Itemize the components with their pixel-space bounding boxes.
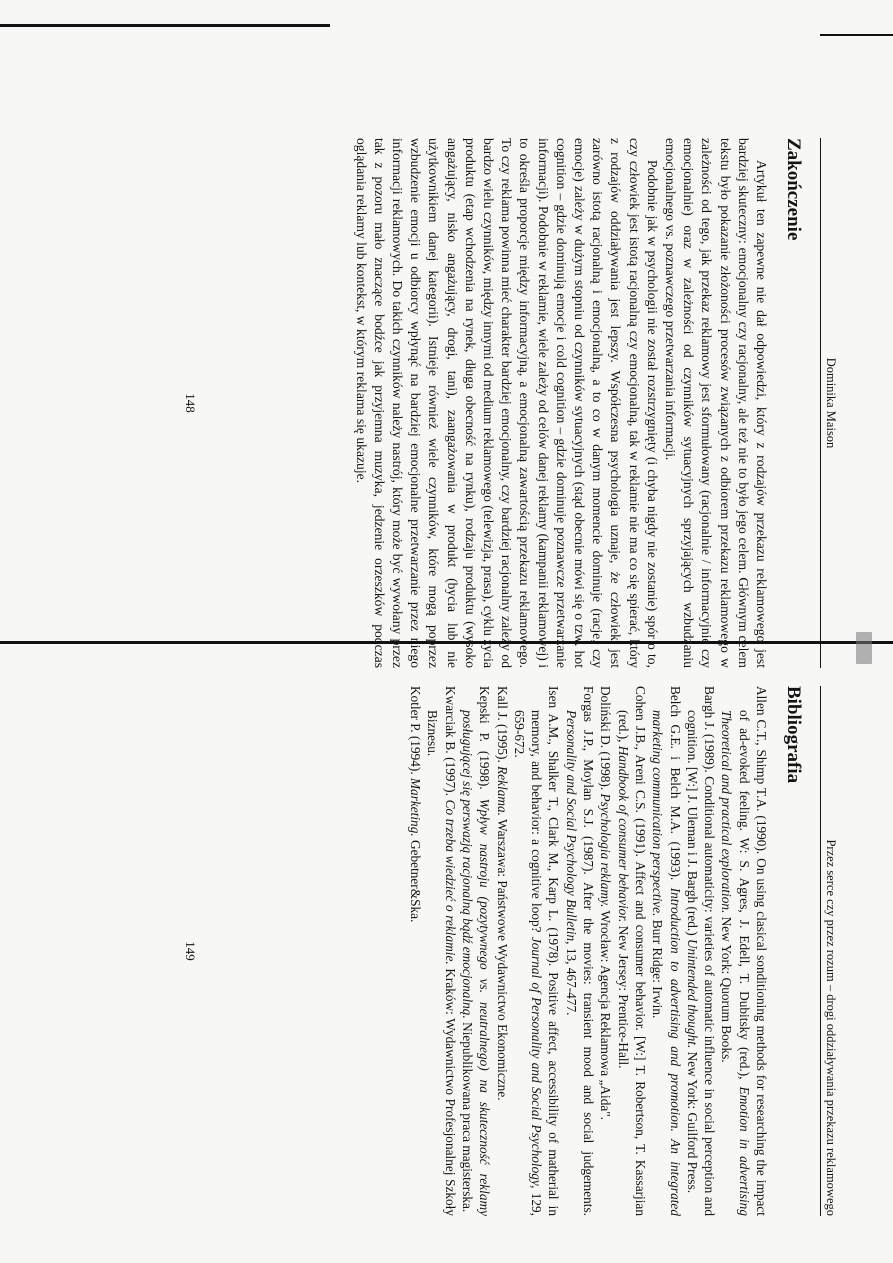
- running-header-left: Dominika Maison: [820, 138, 838, 668]
- reference-entry: Cohen J.B., Areni C.S. (1991). Affect and consumer behavior. [W:] T. Robertson, T. Kassarjian (red.), Handbook of consumer behavior. New Jersey: Prentice-Hall.: [615, 686, 648, 1216]
- conclusion-paragraph: Artykuł ten zapewne nie dał odpowiedzi, który z rodzajów przekazu reklamowego jest bardziej skuteczny: emocjonalny czy racjonalny, ale też nie to było jego celem. Głównym celem tekstu było pokazanie złożoności procesów związanych z odbiorem przekazu reklamowego w zależności od tego, jak przekaz reklamowy jest sformułowany (racjonalnie / informacyjnie czy emocjonalnie) oraz w zależności od czynników sytuacyjnych sprzyjających wzbudzaniu emocjonalnego vs. poznawczego przetwarzania informacji.: [662, 138, 769, 668]
- reference-entry: Kepski P. (1998). Wpływ nastroju (pozytywnego vs. neutralnego) na skuteczność reklamy posługującej się perswazją racjonalną bądź emocjonalną. Niepublikowana praca magisterska.: [459, 686, 493, 1216]
- page-number-right: 149: [183, 941, 198, 961]
- scan-edge-top-right: [820, 34, 893, 36]
- right-page: [148, 686, 838, 1216]
- reference-entry: Kwarciak B. (1997). Co trzeba wiedzieć o reklamie. Kraków: Wydawnictwo Profesjonalnej Szkoły Biznesu.: [425, 686, 458, 1217]
- reference-entry: Belch G.E. i Belch M.A. (1993). Introduction to advertising and promotion. An integrated marketing communication perspective. Burr Ridge: Irwin.: [650, 686, 683, 1216]
- reference-entry: Forgas J.P., Moylan S.J. (1987). After the movies: transient mood and social judgements. Personality and Social Psychology Bulletin, 13, 467-477.: [563, 686, 597, 1216]
- conclusion-paragraph: Podobnie jak w psychologii nie został rozstrzygnięty (i chyba nigdy nie zostanie) spór o to, czy człowiek jest istotą racjonalną czy emocjonalną, tak w reklamie nie ma co się spierać, który z rodzajów oddziaływania jest lepszy. Współczesna psychologia uznaje, że człowiek jest zarówno istotą racjonalną i emocjonalną, a to co w danym momencie dominuje (racje, czy emocje) zależy w dużym stopniu od czynników sytuacyjnych (stąd obecnie mówi się o tzw. hot cognition – gdzie dominują emocje i cold cognition – gdzie dominuje poznawcze przetwarzanie informacji). Podobnie w reklamie, wiele zależy od celów danej reklamy (kampanii reklamowej) i to określa proporcje między informacyjną, a emocjonalną zawartością przekazu reklamowego. To czy reklama powinna mieć charakter bardziej emocjonalny, czy bardziej racjonalny zależy od bardzo wielu czynników, między innymi od medium reklamowego (telewizja, prasa), cyklu życia produktu (etap wchodzenia na rynek, długa obecność na rynku), rodzaju produktu (wysoko angażujący, nisko angażujący, drogi, tani), zaangażowania w produkt (bycia lub nie użytkownikiem danej kategorii). Istnieje również wiele czynników, które mogą poprzez wzbudzenie emocji u odbiorcy wpłynąć na bardziej emocjonalne przetwarzanie przez niego informacji reklamowych. Do takich czynników należy nastrój, który może być wywołany przez tak z pozoru mało znaczące bodźce jak przyjemna muzyka, jedzenie orzeszków podczas oglądania reklamy lub kontekst, w którym reklama się ukazuje.: [353, 138, 660, 668]
- section-title-bibliography: Bibliografia: [783, 686, 804, 784]
- left-page: [148, 138, 838, 668]
- reference-entry: Allen C.T., Shimp T.A. (1990). On using clasical sonditioning methods for researching the impact of ad-evoked feeling. W: S. Agres, J. Edell, T. Dubitsky (red.), Emotion in advertising Theoretical and practical exploration. New York: Quorum Books.: [719, 686, 769, 1216]
- reference-entry: Kotler P. (1994). Marketing. Gebetner&Ska.: [408, 686, 424, 923]
- scan-smudge: [856, 632, 872, 664]
- section-title-conclusion: Zakończenie: [783, 138, 804, 241]
- reference-entry: Kall J. (1995). Reklama. Warszawa: Państwowe Wydawnictwo Ekonomiczne.: [494, 686, 510, 1101]
- bibliography-list: [407, 686, 770, 1216]
- reference-entry: Isen A.M., Shalker T., Clark M., Karp L. (1978). Positive affect, accessibility of matherial in memory, and behavior: a cognitive loop? Journal of Personality and Social Psychology, 129, 659-672.: [511, 686, 562, 1216]
- reference-entry: Doliński D. (1998). Psychologia reklamy. Wrocław: Agencja Reklamowa „Aida".: [598, 686, 614, 1120]
- conclusion-body: [351, 138, 770, 668]
- reference-entry: Bargh J. (1989). Conditional automaticity: varieties of automatic influence in social perception and cognition. [W:] J. Uleman i J. Bargh (red.) Unintended thought. New York: Guilford Press.: [684, 686, 718, 1216]
- page-number-left: 148: [183, 393, 198, 413]
- running-header-right: Przez serce czy przez rozum – drogi oddziaływania przekazu reklamowego: [820, 686, 838, 1216]
- scan-edge-top: [0, 24, 330, 27]
